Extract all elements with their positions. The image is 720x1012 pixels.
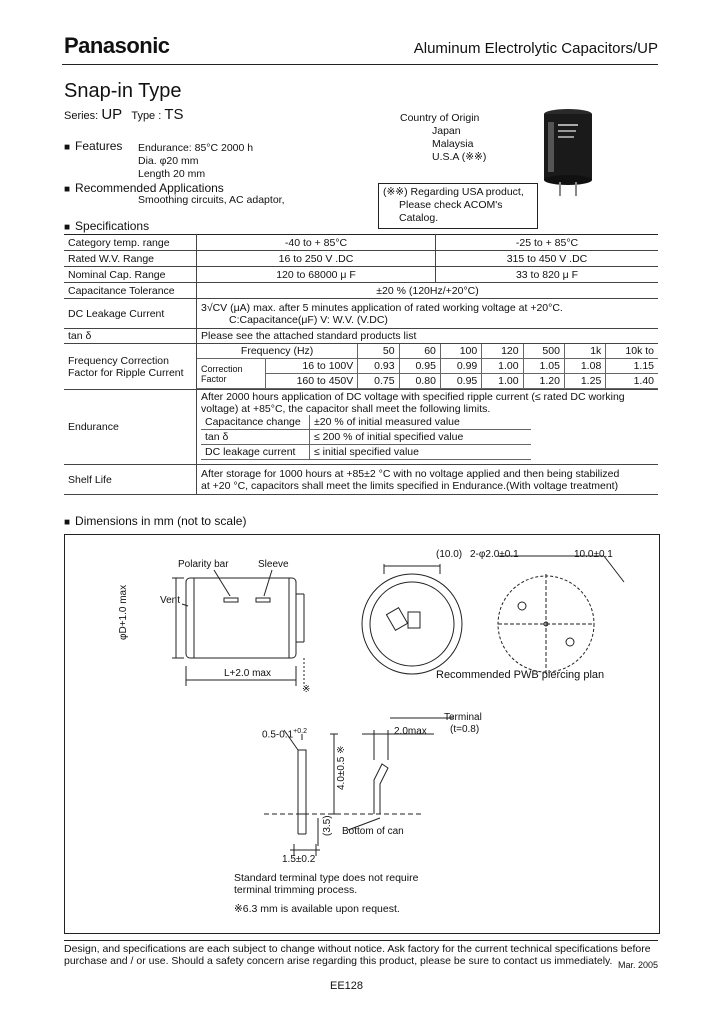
- applications-text: Smoothing circuits, AC adaptor,: [138, 194, 285, 206]
- holes-label: 2-φ2.0±0.1: [470, 549, 519, 560]
- row-label: DC Leakage Current: [64, 299, 197, 329]
- pin-dim: 0.5-0.1: [262, 729, 294, 741]
- freq-cell: 50: [358, 344, 399, 359]
- cell: [197, 344, 659, 390]
- brand-logo: Panasonic: [64, 33, 170, 58]
- features-heading: ■ Features: [64, 139, 122, 153]
- endurance-value: ≤ 200 % of initial specified value: [310, 430, 532, 445]
- shelf-line: at +20 °C, capacitors shall meet the limits specified in Endurance.(With voltage treatment): [201, 479, 619, 492]
- factor-cell: 0.75: [358, 374, 399, 389]
- factor-cell: 1.08: [564, 359, 605, 374]
- factor-cell: 1.15: [606, 359, 658, 374]
- cell: 120 to 68000 μ F: [197, 267, 436, 283]
- table-row: [64, 299, 658, 329]
- endurance-value: ±20 % of initial measured value: [310, 415, 532, 430]
- feature-line: Length 20 mm: [138, 168, 206, 180]
- option-note: ※6.3 mm is available upon request.: [234, 903, 400, 915]
- note-line: Standard terminal type does not require: [234, 872, 419, 884]
- standard-terminal-note: [234, 872, 418, 896]
- endurance-table: [201, 415, 531, 460]
- doc-title: Aluminum Electrolytic Capacitors/UP: [413, 40, 658, 57]
- freq-cell: 1k: [564, 344, 605, 359]
- pin-dim-label: [262, 728, 307, 740]
- table-row: [64, 390, 658, 465]
- type-value: TS: [164, 106, 184, 123]
- usa-note-line: Catalog.: [399, 212, 439, 224]
- cell: [197, 465, 659, 495]
- cell: 16 to 250 V .DC: [197, 251, 436, 267]
- factor-cell: 0.95: [399, 359, 440, 374]
- table-row: [64, 465, 658, 495]
- cell: ±20 % (120Hz/+20°C): [197, 283, 659, 299]
- factor-cell: 0.80: [399, 374, 440, 389]
- pin-dim-sup: +0.2: [293, 728, 307, 735]
- usa-note-line: (※※) Regarding USA product,: [383, 186, 524, 198]
- row-label: Category temp. range: [64, 235, 197, 251]
- corr-label: Correction Factor: [197, 359, 266, 389]
- leakage-line: C:Capacitance(μF) V: W.V. (V.DC): [229, 313, 388, 326]
- endurance-intro: After 2000 hours application of DC voltage with specified ripple current (≤ rated DC working voltage) at +85°C, the capacitor shall meet the following limits.: [201, 391, 625, 415]
- range-label: 16 to 100V: [266, 359, 358, 374]
- feature-line: Dia. φ20 mm: [138, 155, 199, 167]
- factor-cell: 1.40: [606, 374, 658, 389]
- can-body: [186, 578, 296, 658]
- can-top-view: [362, 574, 462, 674]
- freq-cell: 10k to: [606, 344, 658, 359]
- terminal-thickness: (t=0.8): [450, 724, 480, 735]
- vent-label: Vent: [160, 595, 181, 606]
- pitch-label: (10.0): [436, 549, 463, 560]
- footer-disclaimer: Design, and specifications are each subject to change without notice. Ask factory for the current technical specifications before purchase and / or use. Should a safety concern arise regarding this product, please be sure to contact us immediately.: [64, 940, 658, 967]
- dimensions-heading: ■ Dimensions in mm (not to scale): [64, 514, 246, 528]
- sleeve-label: Sleeve: [258, 559, 289, 570]
- endurance-value: ≤ initial specified value: [310, 445, 532, 460]
- specifications-heading: ■ Specifications: [64, 219, 149, 233]
- factor-cell: 0.99: [440, 359, 481, 374]
- bottom-of-can-label: Bottom of can: [342, 826, 404, 837]
- shelf-line: After storage for 1000 hours at +85±2 °C with no voltage applied and then being stabilized: [201, 467, 620, 480]
- pitch-label: 10.0±0.1: [574, 549, 613, 560]
- dim-15-label: 1.5±0.2: [282, 854, 316, 865]
- features-list: [138, 142, 253, 181]
- cell: 33 to 820 μ F: [436, 267, 659, 283]
- row-label: tan δ: [64, 329, 197, 344]
- length-40-label: 4.0±0.5 ※: [336, 745, 347, 790]
- type-label: Type :: [131, 110, 162, 122]
- freq-cell: 500: [523, 344, 564, 359]
- country-of-origin: [400, 112, 486, 164]
- endurance-key: Capacitance change: [201, 415, 310, 430]
- capacitor-photo: [542, 108, 594, 198]
- table-row: [64, 267, 658, 283]
- page-number: EE128: [330, 980, 364, 992]
- length-label: L+2.0 max: [224, 668, 271, 679]
- note-line: terminal trimming process.: [234, 884, 358, 896]
- row-label: Rated W.V. Range: [64, 251, 197, 267]
- length-star: ※: [302, 684, 311, 695]
- table-row: [64, 344, 658, 390]
- applications-heading: ■ Recommended Applications: [64, 181, 224, 195]
- table-row: [64, 251, 658, 267]
- table-row: [64, 283, 658, 299]
- range-label: 160 to 450V: [266, 374, 358, 389]
- table-row: [64, 329, 658, 344]
- page-title: Snap-in Type: [64, 80, 182, 102]
- leakage-line: (μA) max. after 5 minutes application of rated working voltage at +20°C.: [230, 301, 563, 314]
- factor-cell: 1.05: [523, 359, 564, 374]
- endurance-key: tan δ: [201, 430, 310, 445]
- leakage-formula: 3√CV: [201, 301, 228, 314]
- origin-country: Malaysia: [432, 138, 474, 150]
- endurance-key: DC leakage current: [201, 445, 310, 460]
- factor-cell: 1.00: [482, 359, 523, 374]
- freq-cell: 100: [440, 344, 481, 359]
- series-label: Series:: [64, 110, 99, 122]
- freq-cell: 120: [482, 344, 523, 359]
- origin-country: U.S.A (※※): [432, 151, 487, 163]
- factor-cell: 1.25: [564, 374, 605, 389]
- footer-date: Mar. 2005: [617, 960, 658, 970]
- usa-note-box: [378, 183, 538, 229]
- specifications-table: [64, 234, 658, 495]
- terminal-label: Terminal: [444, 712, 482, 723]
- pwb-label: Recommended PWB piercing plan: [436, 669, 605, 681]
- factor-cell: 0.95: [440, 374, 481, 389]
- factor-cell: 1.20: [523, 374, 564, 389]
- series-value: UP: [101, 106, 123, 123]
- feature-line: Endurance: 85°C 2000 h: [138, 142, 254, 154]
- cell: [197, 390, 659, 465]
- cell: 315 to 450 V .DC: [436, 251, 659, 267]
- cell: -40 to + 85°C: [197, 235, 436, 251]
- factor-cell: 1.00: [482, 374, 523, 389]
- factor-cell: 0.93: [358, 359, 399, 374]
- frequency-table: [197, 344, 658, 389]
- table-row: [64, 235, 658, 251]
- freq-cell: 60: [399, 344, 440, 359]
- dim-35-label: (3.5): [322, 815, 333, 836]
- header-rule: [62, 64, 658, 65]
- dim-20max-label: 2.0max: [394, 726, 427, 737]
- cell: [197, 299, 659, 329]
- freq-header: Frequency (Hz): [197, 344, 358, 359]
- row-label: Frequency Correction Factor for Ripple Current: [64, 344, 197, 390]
- series-line: [64, 106, 184, 123]
- row-label: Capacitance Tolerance: [64, 283, 197, 299]
- diameter-label: φD+1.0 max: [118, 584, 129, 640]
- cell: -25 to + 85°C: [436, 235, 659, 251]
- row-label: Nominal Cap. Range: [64, 267, 197, 283]
- usa-note-line: Please check ACOM's: [399, 199, 503, 211]
- origin-country: Japan: [432, 125, 461, 137]
- polarity-bar-label: Polarity bar: [178, 559, 229, 570]
- row-label: Endurance: [64, 390, 197, 465]
- origin-title: Country of Origin: [400, 112, 480, 124]
- cell: Please see the attached standard products list: [197, 329, 659, 344]
- row-label: Shelf Life: [64, 465, 197, 495]
